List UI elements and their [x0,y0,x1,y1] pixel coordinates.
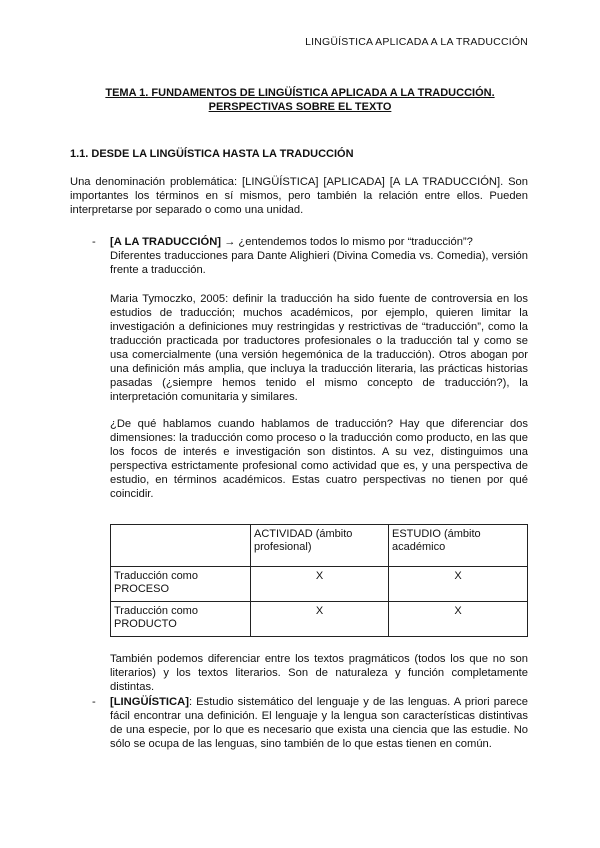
title-line-2: PERSPECTIVAS SOBRE EL TEXTO [208,101,392,113]
document-title [70,86,530,114]
table-row [111,567,528,602]
perspectives-table [110,524,528,637]
running-header: LINGÜÍSTICA APLICADA A LA TRADUCCIÓN [305,36,528,48]
table-cell: X [251,567,389,602]
table-header-cell [111,525,251,567]
tymoczko-paragraph: Maria Tymoczko, 2005: definir la traducción ha sido fuente de controversia en los estudios de traducción; muchos académicos, por ejemplo, quieren limitar la investigación a definiciones muy restringidas y restrictivas de “traducción”, como la traducción practicada por traductores profesionales o la traducción tal y como se usa comercialmente (una versión hegemónica de la traducción). Otros abogan por una definición más amplia, que incluya la traducción literaria, las prácticas historias pasadas (¿siempre hemos tenido el mismo concepto de traducción?), la interpretación comunitaria y similares. [110,293,528,403]
bullet-dash: - [92,696,96,708]
table-cell: X [251,602,389,637]
bullet-text: : Estudio sistemático del lenguaje y de las lenguas. A priori parece fácil encontrar una definición. El lenguaje y la lengua son características distintivas de una especie, por lo que es necesario que exista una ciencia que las estudie. No sólo se ocupa de las lenguas, sino también de lo que estas tienen en común. [110,696,528,750]
bullet-term: [A LA TRADUCCIÓN] [110,236,222,248]
table-header-row [111,525,528,567]
bullet-linguistics [110,695,528,751]
table-header-cell: ESTUDIO (ámbito académico [389,525,528,567]
title-line-1: TEMA 1. FUNDAMENTOS DE LINGÜÍSTICA APLICADA A LA TRADUCCIÓN. [105,87,495,99]
table-cell: Traducción como PROCESO [111,567,251,602]
text-types-paragraph: También podemos diferenciar entre los textos pragmáticos (todos los que no son literarios) y los textos literarios. Son de naturaleza y función completamente distintas. [110,653,528,693]
bullet-dash: - [92,236,96,248]
table-cell: Traducción como PRODUCTO [111,602,251,637]
dimensions-paragraph: ¿De qué hablamos cuando hablamos de traducción? Hay que diferenciar dos dimensiones: la traducción como proceso o la traducción como producto, en las que los focos de interés e investigación son distintos. A su vez, distinguimos una perspectiva estrictamente profesional como actividad que es, y una perspectiva de estudio, en términos académicos. Estas cuatro perspectivas no tienen por qué coincidir. [110,418,528,500]
table-header-cell: ACTIVIDAD (ámbito profesional) [251,525,389,567]
table-cell: X [389,602,528,637]
bullet-line: Diferentes traducciones para Dante Alighieri (Divina Comedia vs. Comedia), versión frente a traducción. [110,250,528,276]
section-heading: 1.1. DESDE LA LINGÜÍSTICA HASTA LA TRADUCCIÓN [70,148,354,160]
bullet-term: [LINGÜÍSTICA] [110,696,189,708]
table-row [111,602,528,637]
intro-paragraph: Una denominación problemática: [LINGÜÍSTICA] [APLICADA] [A LA TRADUCCIÓN]. Son importantes los términos en sí mismos, pero también la relación entre ellos. Pueden interpretarse por separado o como una unidad. [70,176,528,216]
bullet-lead: → ¿entendemos todos lo mismo por “traducción”? [221,236,473,248]
bullet-translation [110,235,528,277]
table-cell: X [389,567,528,602]
